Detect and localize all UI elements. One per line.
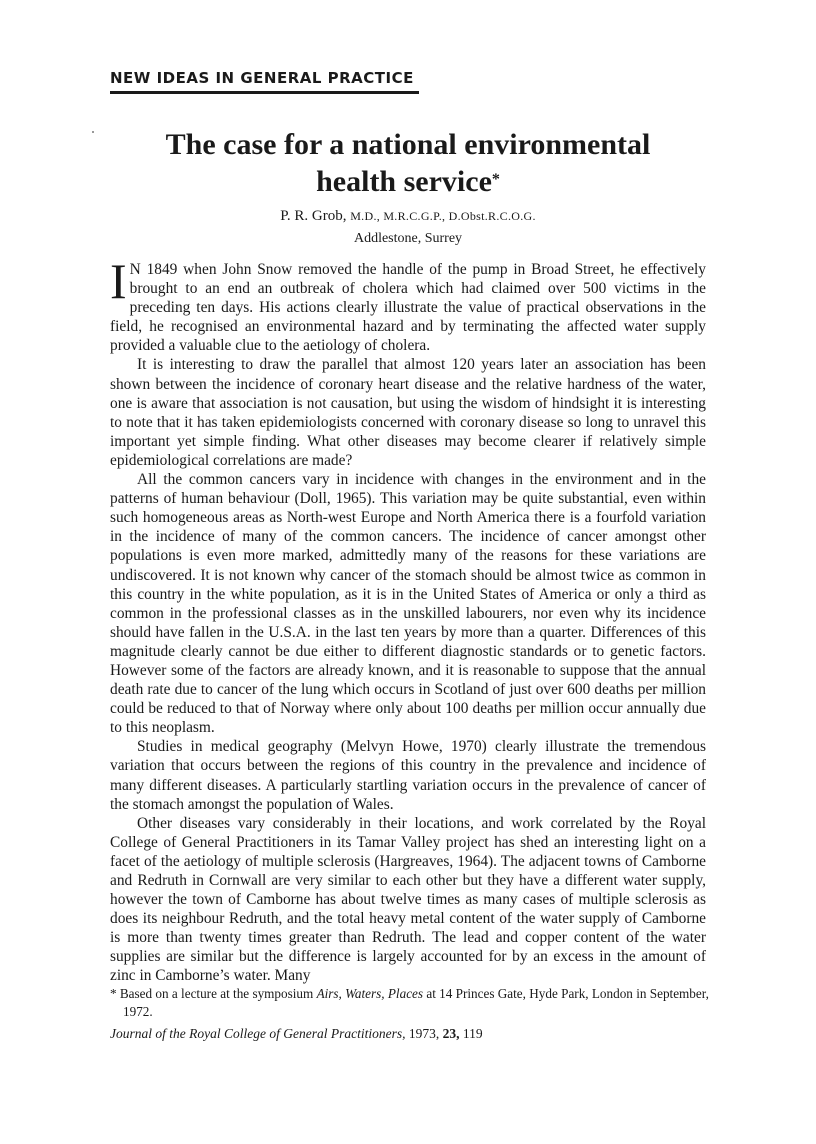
section-rule (110, 91, 419, 94)
title-footnote-mark: * (491, 171, 500, 188)
margin-speck (92, 131, 94, 133)
title-line-1: The case for a national environmental (165, 128, 651, 161)
journal-name: Journal of the Royal College of General Practitioners, (110, 1026, 406, 1041)
article-title (110, 126, 706, 200)
section-header: NEW IDEAS IN GENERAL PRACTICE (110, 69, 414, 87)
title-line-2: health service (316, 165, 492, 198)
footnote-mark: * (110, 986, 117, 1001)
paragraph-5: Other diseases vary considerably in their locations, and work correlated by the Royal College of General Practitioners in its Tamar Valley project has shed an interesting light on a facet of the aetiology of multiple sclerosis (Hargreaves, 1964). The adjacent towns of Camborne and Redruth in Cornwall are very similar to each other but they have a different water supply, however the town of Camborne has about twelve times as many cases of multiple sclerosis as does its neighbour Redruth, and the total heavy metal content of the water supply of Camborne is more than twenty times greater than Redruth. The lead and copper content of the water supplies are similar but the difference is largely accounted for by an excess in the amount of zinc in Camborne’s water. Many (110, 814, 706, 985)
author-affiliation: Addlestone, Surrey (353, 231, 463, 246)
journal-year: 1973, (408, 1026, 440, 1041)
footnote-text-after: at 14 Princes Gate, Hyde Park, London in September, 1972. (123, 986, 709, 1019)
footnote-symposium-title: Airs, Waters, Places (316, 986, 424, 1001)
journal-page: 119 (462, 1026, 483, 1041)
author-degrees: M.D., M.R.C.G.P., D.Obst.R.C.O.G. (350, 209, 536, 223)
footnote (110, 985, 719, 1021)
footnote-text-before: Based on a lecture at the symposium (119, 986, 314, 1001)
paragraph-1-text: N 1849 when John Snow removed the handle of the pump in Broad Street, he effectively brought to an end an outbreak of cholera which had claimed over 500 victims in the preceding ten days. His actions clearly illustrate the value of practical observations in the field, he recognised an environmental hazard and by terminating the affected water supply provided a valuable clue to the aetiology of cholera. (110, 261, 706, 355)
paragraph-4: Studies in medical geography (Melvyn Howe, 1970) clearly illustrate the tremendous variation that occurs between the regions of this country in the prevalence and incidence of many different diseases. A particularly startling variation occurs in the prevalence of cancer of the stomach amongst the population of Wales. (110, 738, 706, 813)
paragraph-1 (110, 253, 706, 355)
drop-cap: I (110, 253, 127, 309)
article-body (110, 253, 706, 986)
journal-volume: 23, (442, 1026, 460, 1041)
journal-citation (110, 1026, 483, 1042)
paragraph-3: All the common cancers vary in incidence with changes in the environment and in the patterns of human behaviour (Doll, 1965). This variation may be quite substantial, even within such homogeneous areas as North-west Europe and North America there is a fourfold variation in the incidence of many of the common cancers. The incidence of cancer amongst other populations is even more marked, admittedly many of the reasons for these variations are undiscovered. It is not known why cancer of the stomach should be almost twice as common in this country in the white population, as it is in the United States of America or only a third as common in the professional classes as in the unskilled labourers, nor even why its incidence should have fallen in the U.S.A. in the last ten years by more than a quarter. Differences of this magnitude clearly cannot be due either to different diagnostic standards or to genetic factors. However some of the factors are already known, and it is reasonable to suppose that the annual death rate due to cancer of the lung which occurs in Scotland of just over 600 deaths per million could be reduced to that of Norway where only about 100 deaths per million occur annually due to this neoplasm. (110, 471, 706, 737)
author-byline (110, 206, 706, 226)
paragraph-2: It is interesting to draw the parallel that almost 120 years later an association has been shown between the incidence of coronary heart disease and the relative hardness of the water, one is aware that association is not causation, but using the wisdom of hindsight it is interesting to note that it has taken epidemiologists concerned with coronary disease so long to unravel this important yet simple finding. What other diseases may become clearer if relatively simple epidemiological correlations are made? (110, 356, 706, 469)
author-name: P. R. Grob, (280, 208, 347, 224)
